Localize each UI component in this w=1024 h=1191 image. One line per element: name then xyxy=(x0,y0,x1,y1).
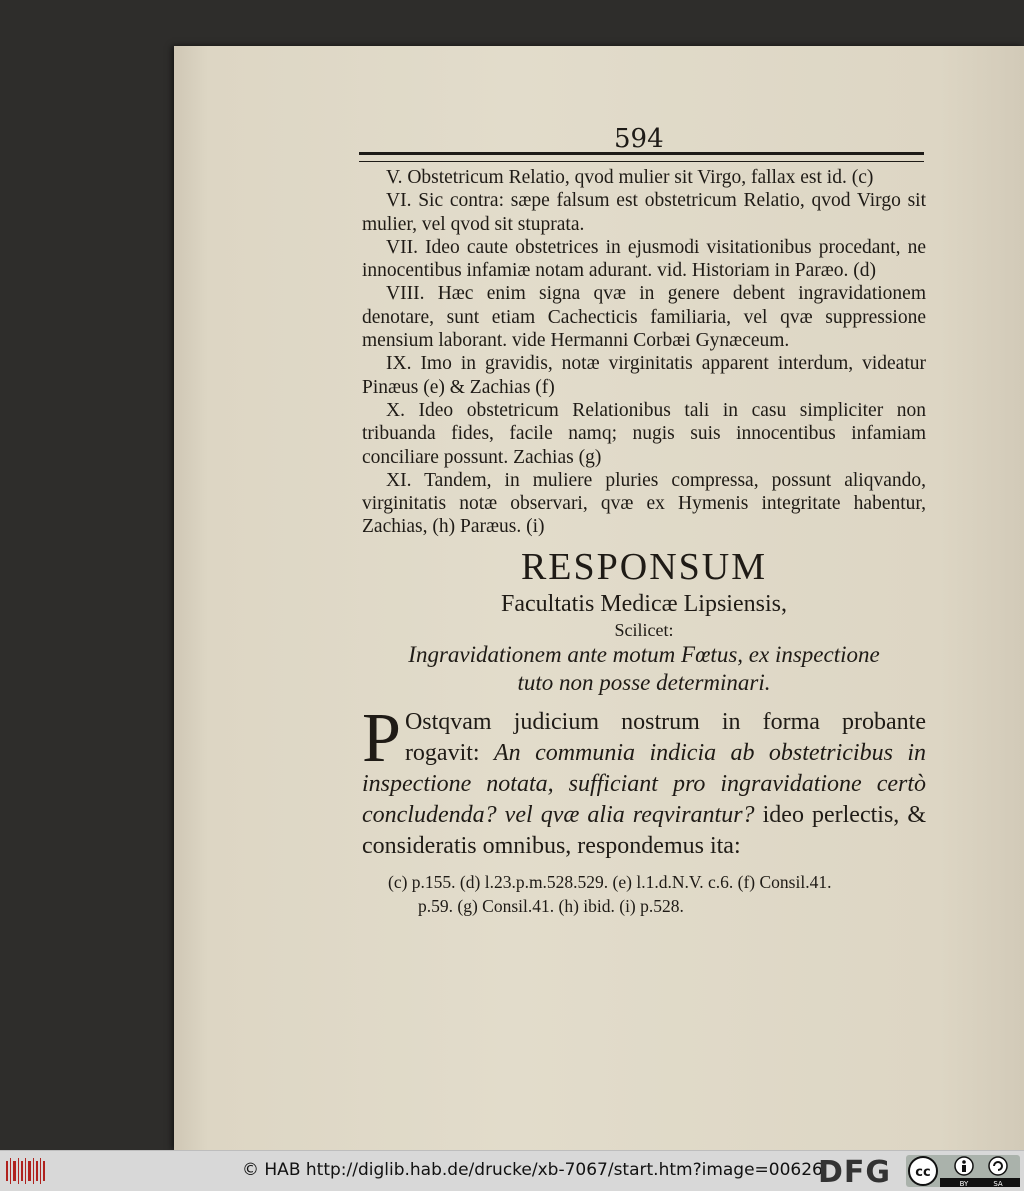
paragraph-v: V. Obstetricum Relatio, qvod mulier sit Virgo, fallax est id. (c) xyxy=(386,167,874,188)
paragraph-x: X. Ideo obstetricum Relationibus tali in casu simpliciter non tribuanda fides, facile namq; nugis suis innocentibus infamiam conciliare possunt. Zachias (g) xyxy=(362,399,926,468)
responsum-scilicet: Scilicet: xyxy=(614,619,674,640)
text-block xyxy=(362,166,926,918)
scanned-page xyxy=(174,46,1024,1150)
barcode-icon xyxy=(6,1158,46,1184)
body-paragraph xyxy=(362,699,927,862)
footnotes xyxy=(362,870,926,918)
paragraph-viii: VIII. Hæc enim signa qvæ in genere debent ingravidationem denotare, sunt etiam Cachecticis familiaria, vel qvæ suppressione mensium laborant. vide Hermanni Corbæi Gynæceum. xyxy=(362,283,926,352)
license-by: BY xyxy=(959,1180,969,1187)
paragraph-xi: XI. Tandem, in muliere pluries compressa, possunt aliqvando, virginitatis notæ observari, qvæ ex Hymenis integritate habentur, Zachias, (h) Paræus. (i) xyxy=(362,469,926,538)
footer-bar xyxy=(0,1150,1024,1191)
paragraph-ix: IX. Imo in gravidis, notæ virginitatis apparent interdum, videatur Pinæus (e) & Zachias (f) xyxy=(362,353,926,398)
paragraph-vi: VI. Sic contra: sæpe falsum est obstetricum Relatio, qvod Virgo sit mulier, vel qvod sit stuprata. xyxy=(362,190,926,235)
body-text-italic: An communia indicia ab obstetricibus in inspectione notata, sufficiant pro ingravidatione certò concludenda? vel qvæ alia reqvirantur? xyxy=(362,739,926,828)
responsum-title: RESPONSUM xyxy=(520,545,768,588)
responsum-italic-line-1: Ingravidationem ante motum Fœtus, ex inspectione xyxy=(408,641,880,667)
footnote-line-1: (c) p.155. (d) l.23.p.m.528.529. (e) l.1.d.N.V. c.6. (f) Consil.41. xyxy=(388,871,832,892)
footnote-line-2: p.59. (g) Consil.41. (h) ibid. (i) p.528. xyxy=(418,895,684,916)
header-rule xyxy=(359,152,924,162)
svg-text:cc: cc xyxy=(915,1165,931,1180)
body-text-1: Ostqvam judicium nostrum in forma probante rogavit: xyxy=(404,708,926,766)
license-sa: SA xyxy=(993,1180,1003,1187)
cc-license-icon xyxy=(906,1155,1020,1187)
dfg-logo: DFG xyxy=(818,1155,892,1190)
drop-cap: P xyxy=(362,699,401,777)
source-link[interactable]: © HAB http://diglib.hab.de/drucke/xb-7067/start.htm?image=00626 xyxy=(242,1160,823,1180)
page-number: 594 xyxy=(614,124,664,154)
body-text-2: ideo perlectis, & consideratis omnibus, respondemus ita: xyxy=(362,801,927,859)
responsum-italic-line-2: tuto non posse determinari. xyxy=(517,669,771,695)
responsum-subtitle: Facultatis Medicæ Lipsiensis, xyxy=(501,590,787,617)
paragraph-vii: VII. Ideo caute obstetrices in ejusmodi visitationibus procedant, ne innocentibus infamiæ notam adurant. vid. Historiam in Paræo. (d) xyxy=(362,236,926,282)
